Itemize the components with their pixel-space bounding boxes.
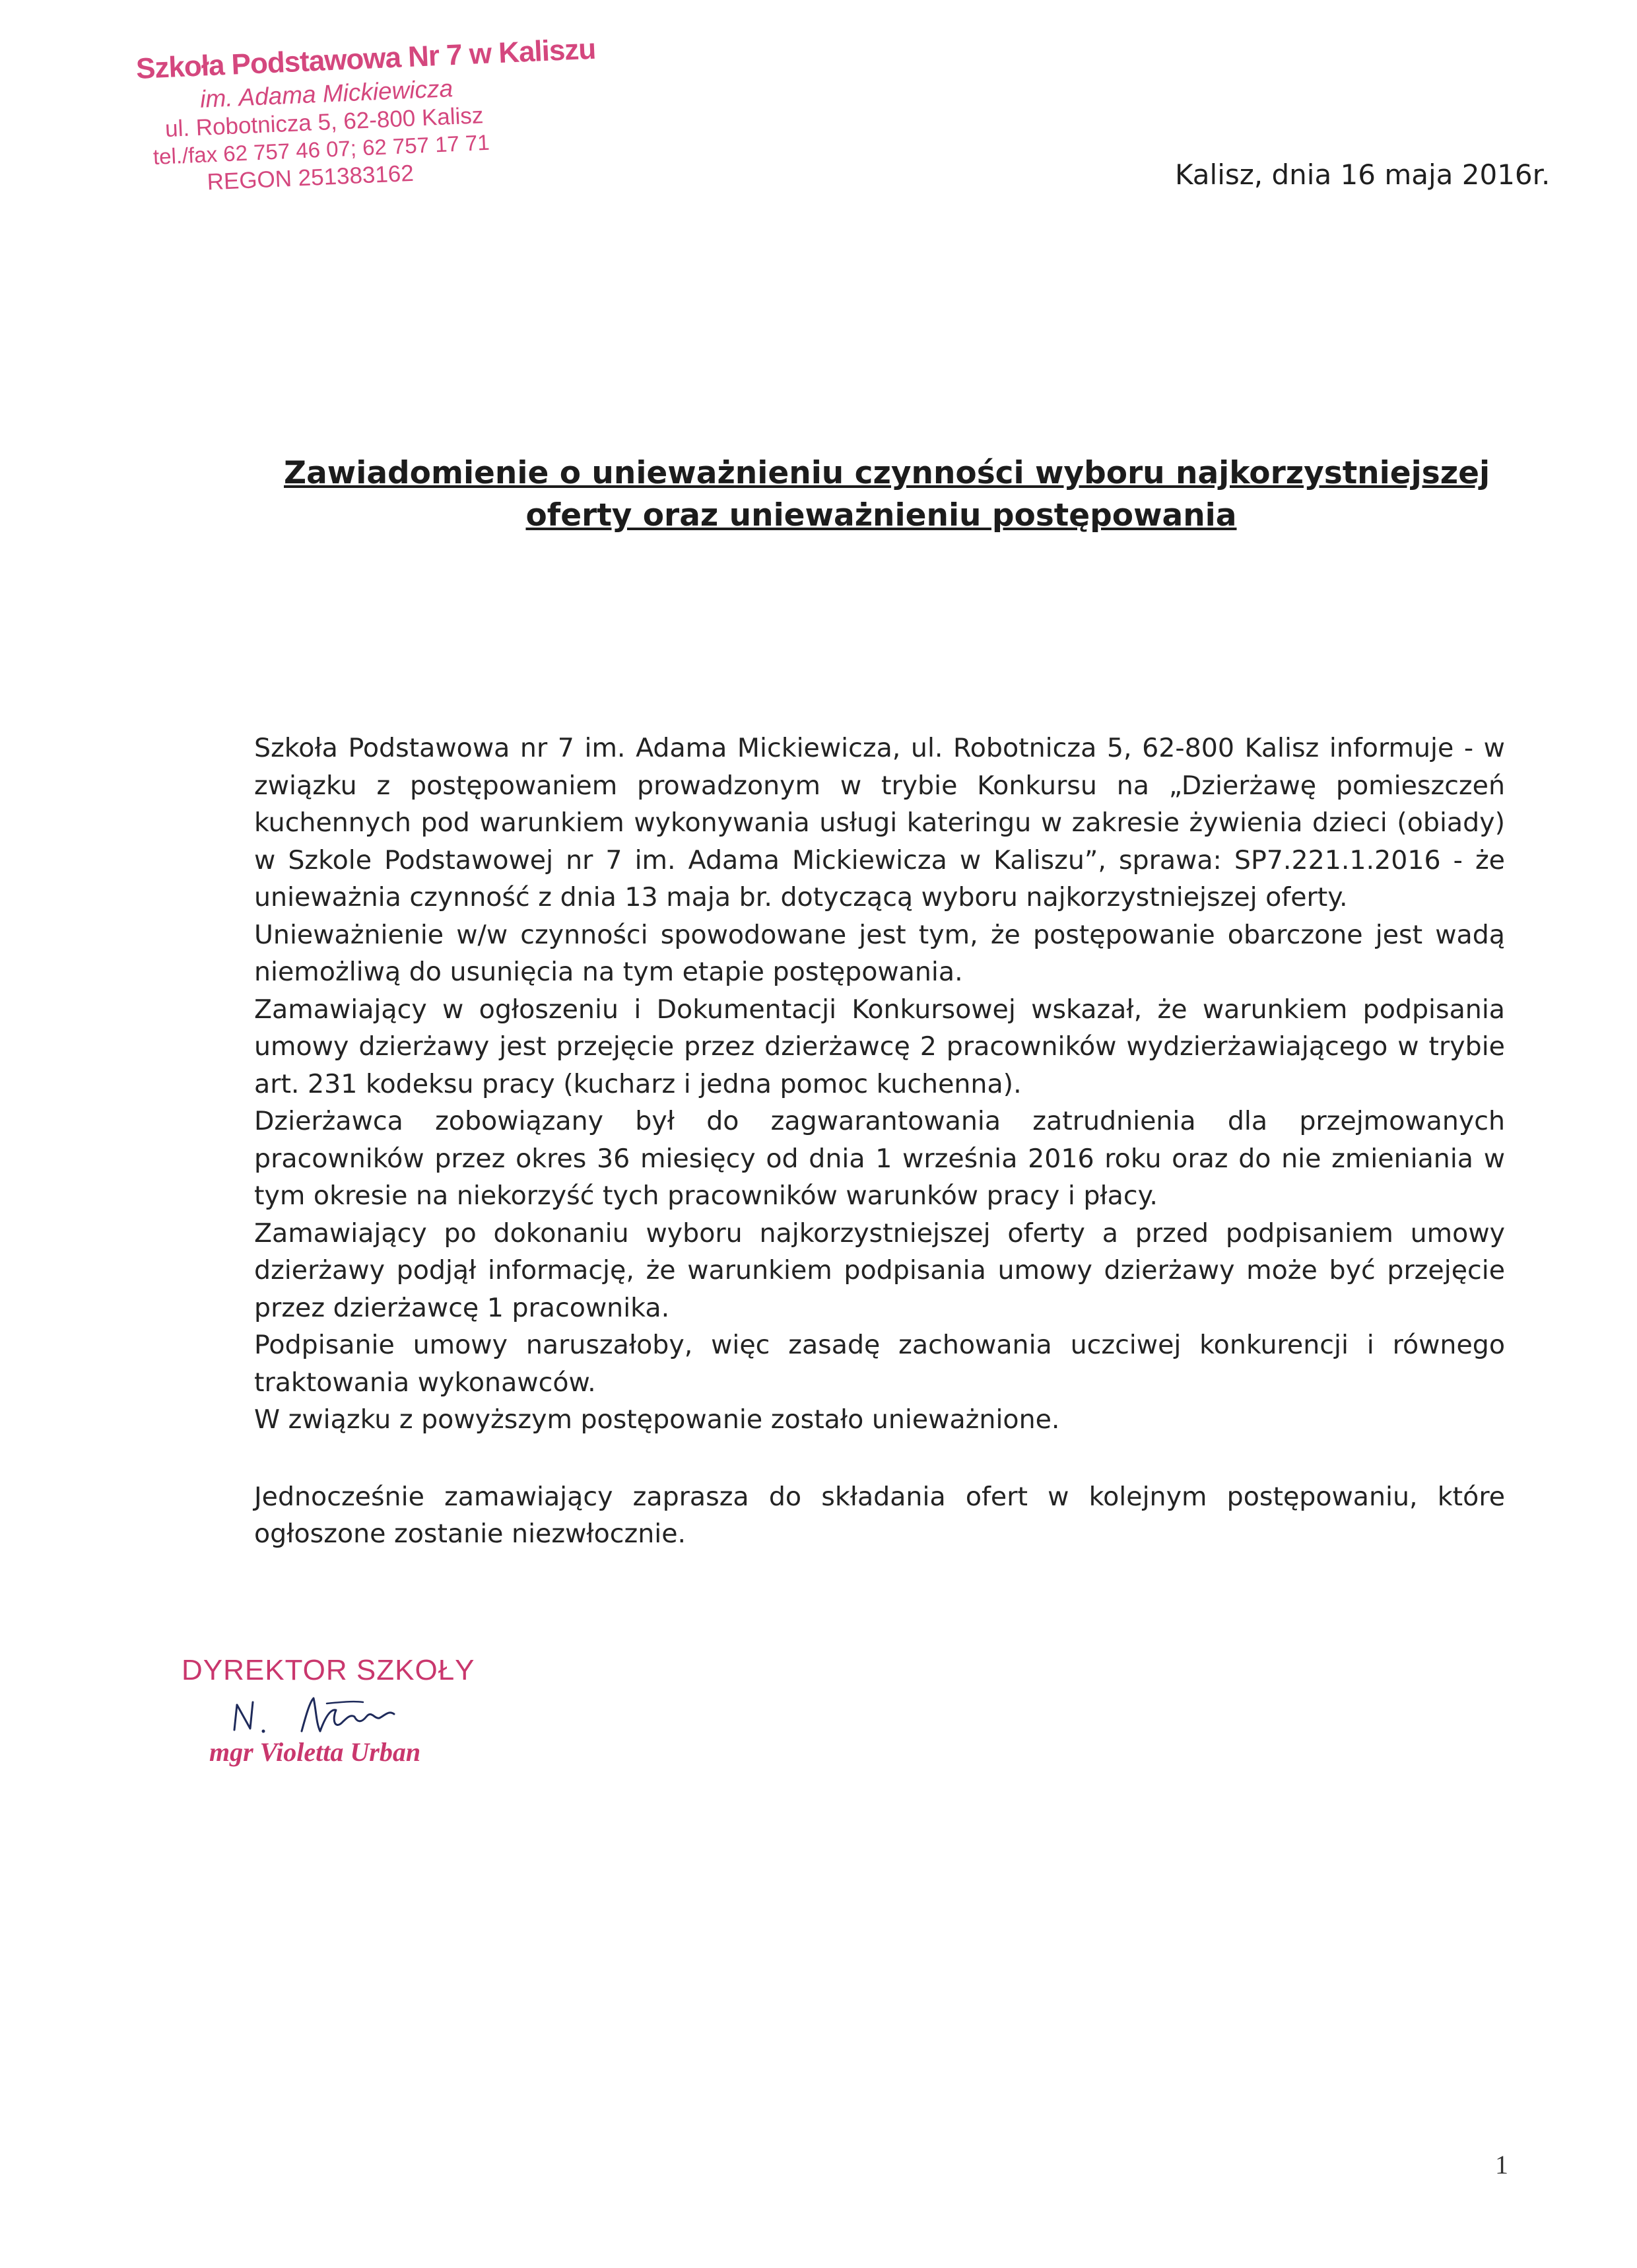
stamp-patron: im. Adama Mickiewicza — [199, 74, 453, 113]
stamp-address: ul. Robotnicza 5, 62-800 Kalisz — [164, 102, 484, 142]
title-line-1: Zawiadomienie o unieważnieniu czynności wyboru najkorzystniejszej — [284, 455, 1490, 491]
handwritten-signature — [228, 1690, 426, 1743]
title-line-2: oferty oraz unieważnieniu postępowania — [525, 497, 1237, 533]
body-paragraph-6: Podpisanie umowy naruszałoby, więc zasadę zachowania uczciwej konkurencji i równego traktowania wykonawców. — [254, 1330, 1505, 1398]
document-title — [284, 452, 1490, 537]
body-paragraph-2: Unieważnienie w/w czynności spowodowane jest tym, że postępowanie obarczone jest wadą niemożliwą do usunięcia na tym etapie postępowania. — [254, 919, 1505, 987]
stamp-school-name: Szkoła Podstawowa Nr 7 w Kaliszu — [135, 32, 597, 85]
signature-title: DYREKTOR SZKOŁY — [182, 1654, 475, 1686]
body-paragraph-4: Dzierżawca zobowiązany był do zagwarantowania zatrudnienia dla przejmowanych pracowników przez okres 36 miesięcy od dnia 1 września 2016 roku oraz do nie zmieniania w tym okresie na niekorzyść tych pracowników warunków pracy i płacy. — [254, 1106, 1505, 1211]
stamp-regon: REGON 251383162 — [206, 160, 415, 195]
school-stamp — [135, 32, 597, 199]
stamp-phone: tel./fax 62 757 46 07; 62 757 17 71 — [152, 130, 490, 170]
body-paragraph-8: Jednocześnie zamawiający zaprasza do składania ofert w kolejnym postępowaniu, które ogłoszone zostanie niezwłocznie. — [254, 1481, 1505, 1549]
page-number: 1 — [1495, 2150, 1508, 2180]
document-date: Kalisz, dnia 16 maja 2016r. — [1175, 158, 1551, 191]
signature-name: mgr Violetta Urban — [209, 1737, 421, 1767]
document-body — [254, 730, 1505, 1553]
body-paragraph-7: W związku z powyższym postępowanie zostało unieważnione. — [254, 1404, 1060, 1435]
body-paragraph-3: Zamawiający w ogłoszeniu i Dokumentacji Konkursowej wskazał, że warunkiem podpisania umowy dzierżawy jest przejęcie przez dzierżawcę 2 pracowników wydzierżawiającego w trybie art. 231 kodeksu pracy (kucharz i jedna pomoc kuchenna). — [254, 994, 1505, 1099]
body-paragraph-5: Zamawiający po dokonaniu wyboru najkorzystniejszej oferty a przed podpisaniem umowy dzierżawy podjął informację, że warunkiem podpisania umowy dzierżawy może być przejęcie przez dzierżawcę 1 pracownika. — [254, 1218, 1505, 1323]
body-paragraph-1: Szkoła Podstawowa nr 7 im. Adama Mickiewicza, ul. Robotnicza 5, 62-800 Kalisz informuje - w związku z postępowaniem prowadzonym w trybie Konkursu na „Dzierżawę pomieszczeń kuchennych pod warunkiem wykonywania usługi kateringu w zakresie żywienia dzieci (obiady) w Szkole Podstawowej nr 7 im. Adama Mickiewicza w Kaliszu”, sprawa: SP7.221.1.2016 - że unieważnia czynność z dnia 13 maja br. dotyczącą wyboru najkorzystniejszej oferty. — [254, 733, 1505, 912]
signature-block — [182, 1654, 512, 1779]
